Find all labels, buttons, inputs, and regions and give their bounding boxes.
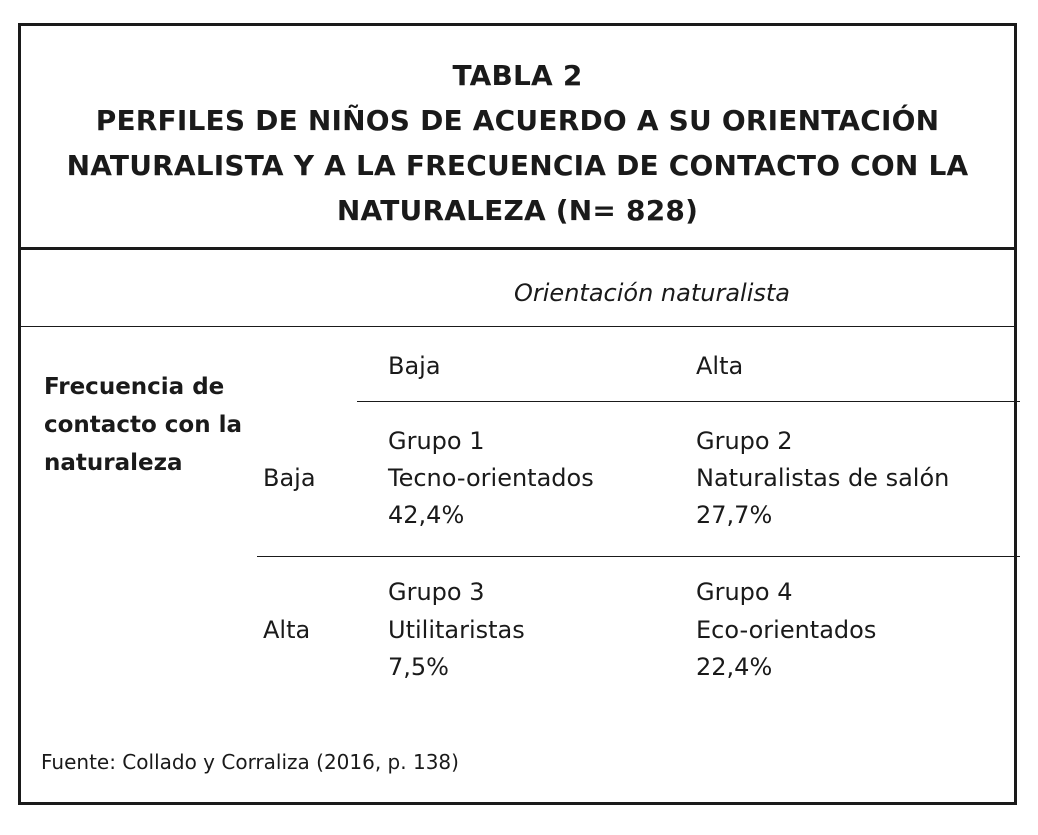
cell-1-1-group: Grupo 1 xyxy=(388,427,485,455)
cell-2-1-group: Grupo 3 xyxy=(388,578,485,606)
row-group-header-line-2: contacto con la xyxy=(44,412,242,438)
cell-2-2-name: Eco-orientados xyxy=(696,616,877,644)
table-title-line-3: NATURALEZA (N= 828) xyxy=(336,194,699,227)
table-title-block xyxy=(21,26,1014,250)
table-source: Fuente: Collado y Corraliza (2016, p. 138) xyxy=(41,750,459,774)
cell-2-2-group: Grupo 4 xyxy=(696,578,793,606)
column-header-alta: Alta xyxy=(696,352,744,380)
cell-1-1-percent: 42,4% xyxy=(388,501,465,529)
table-title-line-2: NATURALISTA Y A LA FRECUENCIA DE CONTACTO CON LA xyxy=(66,149,969,182)
column-header-baja: Baja xyxy=(388,352,441,380)
cell-1-1-name: Tecno-orientados xyxy=(388,464,594,492)
cell-2-1-percent: 7,5% xyxy=(388,653,449,681)
table-frame xyxy=(18,23,1017,805)
cell-1-2-percent: 27,7% xyxy=(696,501,773,529)
row-group-header-line-3: naturaleza xyxy=(44,450,183,476)
cell-2-2-percent: 22,4% xyxy=(696,653,773,681)
row-header-alta: Alta xyxy=(263,616,311,644)
cell-1-2-name: Naturalistas de salón xyxy=(696,464,950,492)
row-group-header-line-1: Frecuencia de xyxy=(44,374,225,400)
row-header-baja: Baja xyxy=(263,464,316,492)
cell-2-1-name: Utilitaristas xyxy=(388,616,525,644)
cell-1-2-group: Grupo 2 xyxy=(696,427,793,455)
table-label: TABLA 2 xyxy=(452,59,583,92)
table-title-line-1: PERFILES DE NIÑOS DE ACUERDO A SU ORIENTACIÓN xyxy=(95,104,940,137)
divider-between-rows xyxy=(257,556,1020,557)
column-group-header: Orientación naturalista xyxy=(514,279,790,307)
divider-under-column-group xyxy=(21,326,1014,327)
divider-under-column-headers xyxy=(357,401,1020,402)
